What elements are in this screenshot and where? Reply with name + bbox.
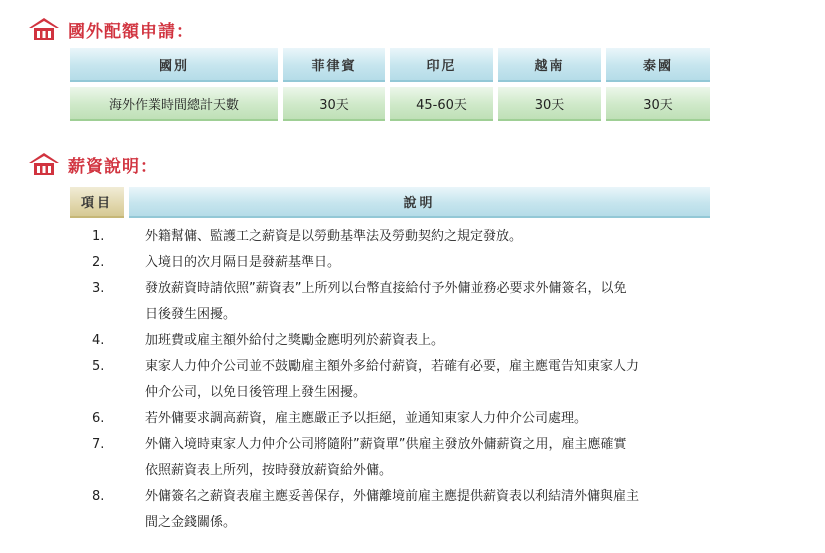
- list-item: [70, 406, 710, 432]
- item-text: 東家人力仲介公司並不鼓勵雇主額外多給付薪資，若確有必要，雇主應電告知東家人力 仲介公司，以免日後管理上發生困擾。: [145, 359, 640, 400]
- item-text: 發放薪資時請依照”薪資表”上所列以台幣直接給付予外傭並務必要求外傭簽名，以免 日後發生困擾。: [145, 281, 627, 322]
- header-country: 國別: [70, 48, 278, 82]
- item-text: 外傭入境時東家人力仲介公司將隨附”薪資單”供雇主發放外傭薪資之用，雇主應確實 依照薪資表上所列，按時發放薪資給外傭。: [145, 437, 627, 478]
- list-item: [70, 432, 710, 484]
- item-text: 外傭簽名之薪資表雇主應妥善保存，外傭離境前雇主應提供薪資表以利結清外傭與雇主 間之金錢關係。: [145, 489, 640, 530]
- section-heading-salary: [28, 151, 158, 177]
- quota-header-row: [70, 48, 710, 82]
- value-indonesia: 45-60天: [390, 87, 493, 121]
- item-text: 入境日的次月隔日是發薪基準日。: [145, 255, 341, 270]
- list-item: [70, 250, 710, 276]
- item-number: 4.: [92, 333, 105, 348]
- house-icon: [28, 152, 60, 176]
- quota-table: [70, 48, 710, 121]
- header-thailand: 泰國: [606, 48, 710, 82]
- item-number: 1.: [92, 229, 105, 244]
- header-philippines: 菲律賓: [283, 48, 385, 82]
- row-label: 海外作業時間總計天數: [70, 87, 278, 121]
- house-icon: [28, 17, 60, 41]
- item-text: 加班費或雇主額外給付之獎勵金應明列於薪資表上。: [145, 333, 445, 348]
- item-number: 2.: [92, 255, 105, 270]
- item-number: 8.: [92, 489, 105, 504]
- list-item: [70, 276, 710, 328]
- list-item: [70, 328, 710, 354]
- item-text: 外籍幫傭、監護工之薪資是以勞動基準法及勞動契約之規定發放。: [145, 229, 523, 244]
- salary-item-list: [70, 224, 710, 536]
- list-item: [70, 224, 710, 250]
- header-item: 項目: [70, 187, 124, 218]
- list-item: [70, 354, 710, 406]
- header-description: 說明: [129, 187, 710, 218]
- header-vietnam: 越南: [498, 48, 601, 82]
- list-item: [70, 484, 710, 536]
- quota-data-row: [70, 87, 710, 121]
- item-text: 若外傭要求調高薪資，雇主應嚴正予以拒絕，並通知東家人力仲介公司處理。: [145, 411, 588, 426]
- section-title: 薪資說明：: [68, 156, 158, 177]
- section-title: 國外配額申請：: [68, 21, 194, 42]
- salary-table-header: [70, 187, 710, 218]
- item-number: 3.: [92, 281, 105, 296]
- item-number: 7.: [92, 437, 105, 452]
- value-thailand: 30天: [606, 87, 710, 121]
- section-heading-quota: [28, 16, 194, 42]
- item-number: 5.: [92, 359, 105, 374]
- item-number: 6.: [92, 411, 105, 426]
- header-indonesia: 印尼: [390, 48, 493, 82]
- value-vietnam: 30天: [498, 87, 601, 121]
- value-philippines: 30天: [283, 87, 385, 121]
